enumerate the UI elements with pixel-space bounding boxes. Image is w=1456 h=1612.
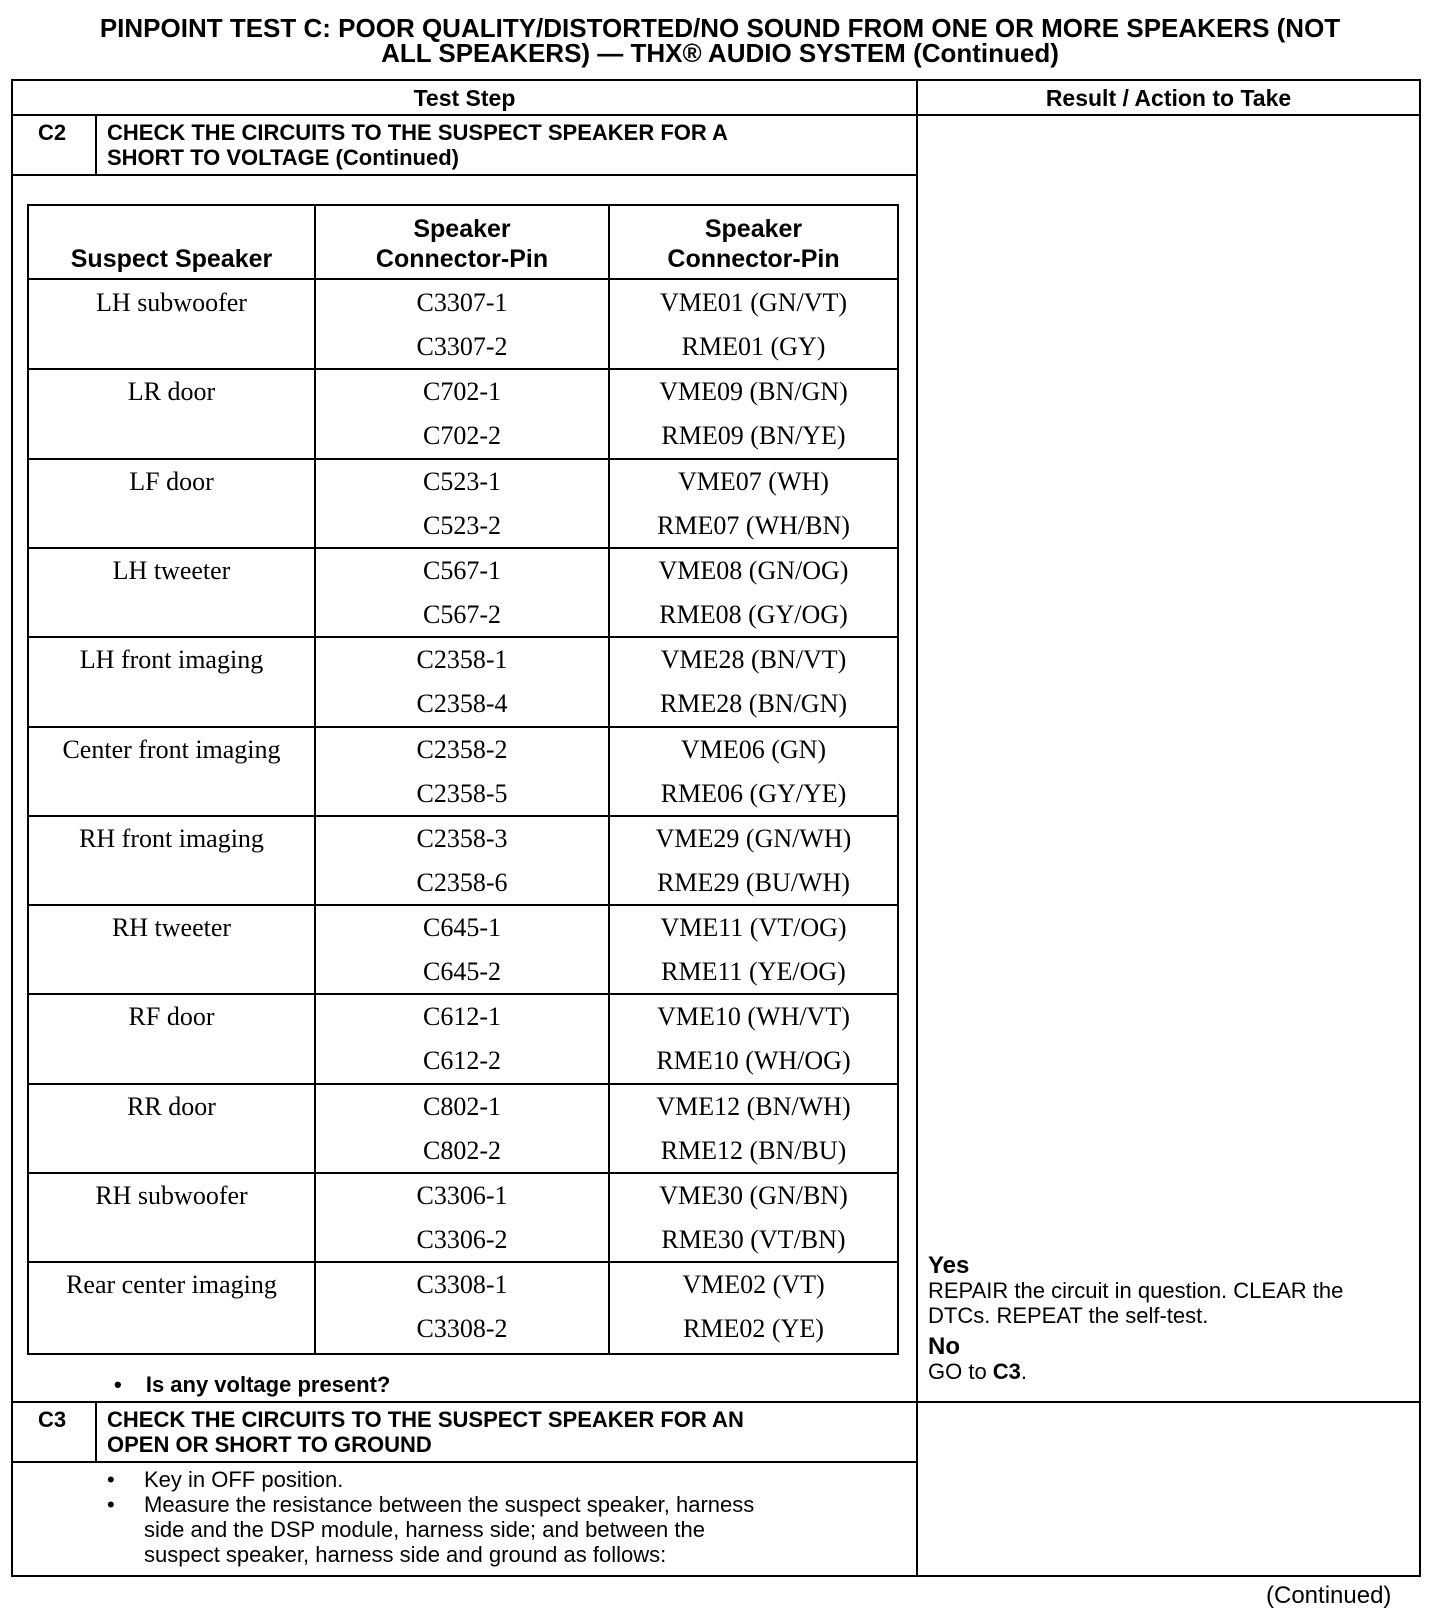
circuit-pin: RME12 (BN/BU) xyxy=(660,1135,847,1165)
c2-result xyxy=(928,1253,1343,1384)
circuit-pin: VME29 (GN/WH) xyxy=(655,823,852,853)
speaker-name: RH tweeter xyxy=(111,913,232,943)
speaker-table-header-pin xyxy=(316,208,608,278)
connector-pin: C3307-1 xyxy=(416,288,508,317)
c3-bullet-2-marker: • xyxy=(107,1492,115,1517)
speaker-table-header-pin-line2: Connector-Pin xyxy=(375,245,549,273)
speaker-row-divider xyxy=(27,726,899,728)
speaker-row-divider xyxy=(27,904,899,906)
step-header-divider-c3 xyxy=(11,1461,918,1463)
circuit-pin: RME08 (GY/OG) xyxy=(659,599,848,629)
header-divider xyxy=(11,114,1421,116)
speaker-name: RH front imaging xyxy=(79,823,264,853)
column-divider xyxy=(916,79,918,1577)
circuit-pin: RME28 (BN/GN) xyxy=(659,689,848,719)
connector-pin: C612-1 xyxy=(423,1002,501,1032)
speaker-row-divider xyxy=(27,458,899,460)
connector-pin: C802-1 xyxy=(423,1091,501,1121)
circuit-pin: RME30 (VT/BN) xyxy=(661,1225,846,1254)
step-title-c3 xyxy=(107,1407,744,1457)
title-line-2: ALL SPEAKERS) — THX® AUDIO SYSTEM (Continued) xyxy=(381,38,1059,68)
circuit-pin: VME11 (VT/OG) xyxy=(660,913,847,943)
c3-bullet-1-marker: • xyxy=(107,1467,115,1492)
speaker-row-divider xyxy=(27,1083,899,1085)
speaker-table-header-suspect-text: Suspect Speaker xyxy=(70,245,273,273)
no-action-target: C3 xyxy=(992,1359,1021,1384)
yes-action-line1: REPAIR the circuit in question. CLEAR the xyxy=(928,1278,1344,1303)
circuit-pin: VME30 (GN/BN) xyxy=(659,1181,848,1210)
speaker-table-header-circuit xyxy=(610,208,897,278)
speaker-row-divider xyxy=(27,368,899,370)
connector-pin: C3306-1 xyxy=(416,1181,508,1210)
connector-pin: C702-2 xyxy=(423,421,501,451)
connector-pin: C2358-5 xyxy=(416,778,508,808)
title-line-1: PINPOINT TEST C: POOR QUALITY/DISTORTED/NO SOUND FROM ONE OR MORE SPEAKERS (NOT xyxy=(99,13,1341,43)
speaker-row-divider xyxy=(27,1261,899,1263)
speaker-name: Rear center imaging xyxy=(66,1270,277,1300)
speaker-name: RR door xyxy=(127,1091,216,1121)
speaker-table-header-pin-line1: Speaker xyxy=(413,215,511,243)
no-action-end: . xyxy=(1020,1359,1028,1384)
circuit-pin: VME28 (BN/VT) xyxy=(660,645,847,675)
connector-pin: C2358-4 xyxy=(416,689,508,719)
no-action-text: GO to xyxy=(928,1359,993,1384)
circuit-pin: VME07 (WH) xyxy=(678,466,829,496)
c3-bullet-2-line3: suspect speaker, harness side and ground as follows: xyxy=(144,1542,667,1567)
step-number-divider xyxy=(95,114,97,174)
speaker-name: LH subwoofer xyxy=(96,288,247,317)
connector-pin: C3306-2 xyxy=(416,1225,508,1254)
circuit-pin: RME02 (YE) xyxy=(683,1314,824,1344)
speaker-row-divider xyxy=(27,993,899,995)
step-title-c2 xyxy=(107,120,728,170)
connector-pin: C612-2 xyxy=(423,1046,501,1076)
speaker-name: RH subwoofer xyxy=(95,1181,248,1210)
circuit-pin: VME08 (GN/OG) xyxy=(658,555,849,585)
connector-pin: C2358-6 xyxy=(416,867,508,897)
speaker-row-divider xyxy=(27,636,899,638)
speaker-table-header-circuit-line1: Speaker xyxy=(704,215,803,243)
speaker-name: RF door xyxy=(128,1002,215,1032)
circuit-pin: RME10 (WH/OG) xyxy=(656,1046,851,1076)
speaker-name: LH front imaging xyxy=(79,645,264,675)
connector-pin: C2358-3 xyxy=(416,823,508,853)
speaker-name: LF door xyxy=(129,466,214,496)
speaker-table-header-circuit-line2: Connector-Pin xyxy=(667,245,840,273)
step-title-c2-line2: SHORT TO VOLTAGE (Continued) xyxy=(107,145,459,170)
circuit-pin: RME07 (WH/BN) xyxy=(657,510,850,540)
speaker-name: LR door xyxy=(127,377,216,407)
connector-pin: C523-2 xyxy=(423,510,501,540)
speaker-table-header-divider xyxy=(27,278,899,280)
yes-label: Yes xyxy=(928,1252,970,1279)
c3-bullet-2-line2: side and the DSP module, harness side; and between the xyxy=(144,1517,705,1542)
speaker-row-divider xyxy=(27,815,899,817)
yes-action-line2: DTCs. REPEAT the self-test. xyxy=(928,1303,1209,1328)
c3-bullet-2-line1: Measure the resistance between the suspect speaker, harness xyxy=(144,1492,755,1517)
circuit-pin: VME06 (GN) xyxy=(680,734,827,764)
connector-pin: C3308-2 xyxy=(416,1314,508,1344)
step-id-c2: C2 xyxy=(38,120,67,145)
step-header-divider xyxy=(11,174,918,176)
connector-pin: C567-2 xyxy=(423,599,501,629)
connector-pin: C645-2 xyxy=(423,957,501,987)
connector-pin: C523-1 xyxy=(423,466,501,496)
connector-pin: C2358-1 xyxy=(416,645,508,675)
step-divider-c3 xyxy=(11,1401,1421,1403)
step-id-c3: C3 xyxy=(38,1407,67,1432)
question-text: Is any voltage present? xyxy=(145,1372,391,1397)
connector-pin: C702-1 xyxy=(423,377,501,407)
c2-question xyxy=(114,1372,390,1398)
connector-pin: C645-1 xyxy=(423,913,501,943)
header-test-step: Test Step xyxy=(413,85,516,111)
step-title-c3-line2: OPEN OR SHORT TO GROUND xyxy=(107,1432,432,1457)
no-label: No xyxy=(928,1333,960,1360)
circuit-pin: RME09 (BN/YE) xyxy=(661,421,846,451)
speaker-row-divider xyxy=(27,1172,899,1174)
continued-label: (Continued) xyxy=(1266,1582,1392,1609)
c3-bullet-2 xyxy=(144,1492,904,1567)
c3-bullet-1: Key in OFF position. xyxy=(144,1467,344,1492)
circuit-pin: RME11 (YE/OG) xyxy=(661,957,846,987)
circuit-pin: VME10 (WH/VT) xyxy=(657,1002,850,1032)
step-number-divider-c3 xyxy=(95,1401,97,1461)
connector-pin: C3308-1 xyxy=(416,1270,508,1300)
connector-pin: C3307-2 xyxy=(416,332,508,361)
circuit-pin: RME06 (GY/YE) xyxy=(660,778,847,808)
speaker-row-divider xyxy=(27,547,899,549)
circuit-pin: RME01 (GY) xyxy=(681,332,826,361)
circuit-pin: VME01 (GN/VT) xyxy=(659,288,848,317)
circuit-pin: RME29 (BU/WH) xyxy=(657,867,850,897)
speaker-table-header-circuit-text xyxy=(667,214,839,274)
page-title xyxy=(10,13,1430,68)
connector-pin: C802-2 xyxy=(423,1135,501,1165)
bullet: • xyxy=(114,1372,122,1397)
speaker-table-header-pin-text xyxy=(376,214,548,274)
circuit-pin: VME09 (BN/GN) xyxy=(659,377,848,407)
connector-pin: C567-1 xyxy=(423,555,501,585)
circuit-pin: VME02 (VT) xyxy=(682,1270,825,1300)
connector-pin: C2358-2 xyxy=(416,734,508,764)
header-result: Result / Action to Take xyxy=(1045,85,1292,111)
speaker-name: LH tweeter xyxy=(112,555,231,585)
step-title-c2-line1: CHECK THE CIRCUITS TO THE SUSPECT SPEAKER FOR A xyxy=(107,120,728,145)
speaker-table-header-suspect xyxy=(29,208,314,278)
circuit-pin: VME12 (BN/WH) xyxy=(656,1091,851,1121)
speaker-name: Center front imaging xyxy=(62,734,281,764)
step-title-c3-line1: CHECK THE CIRCUITS TO THE SUSPECT SPEAKER FOR AN xyxy=(107,1407,744,1432)
